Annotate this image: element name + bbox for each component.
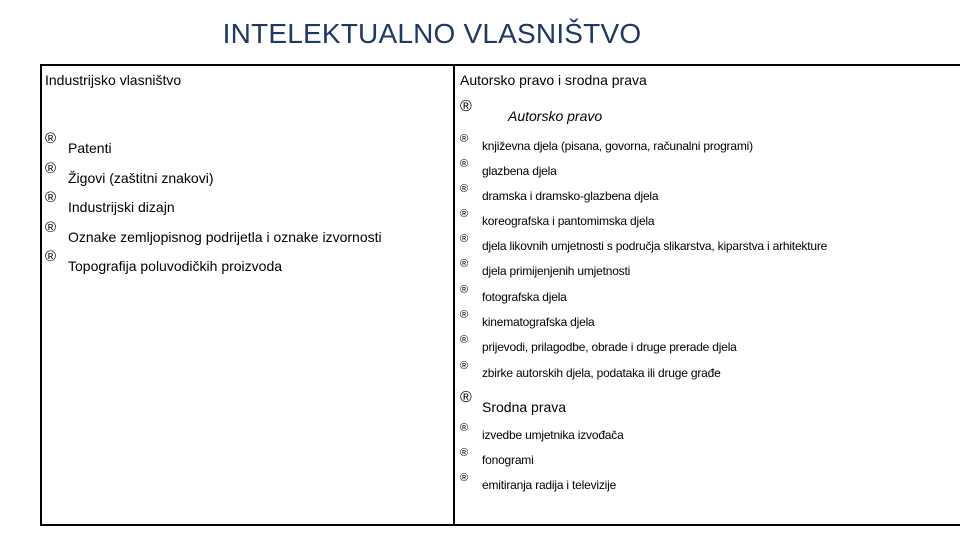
- registered-mark-icon: ®: [460, 233, 469, 245]
- page-title: INTELEKTUALNO VLASNIŠTVO: [222, 18, 642, 49]
- copyright-item-label: kinematografska djela: [482, 315, 595, 329]
- registered-mark-icon: ®: [460, 258, 469, 270]
- related-rights-item-label: emitiranja radija i televizije: [482, 478, 617, 492]
- industrial-property-heading: Industrijsko vlasništvo: [45, 72, 182, 88]
- copyright-item-label: književna djela (pisana, govorna, računalni programi): [482, 139, 753, 153]
- registered-mark-icon: ®: [460, 422, 469, 434]
- registered-mark-icon: ®: [460, 472, 469, 484]
- registered-mark-icon: ®: [460, 447, 469, 459]
- copyright-item-label: fotografska djela: [482, 290, 567, 304]
- left-item-label: Žigovi (zaštitni znakovi): [68, 170, 214, 186]
- registered-mark-icon: ®: [460, 158, 469, 170]
- registered-mark-icon: ®: [460, 360, 469, 372]
- registered-mark-icon: ®: [460, 334, 469, 346]
- registered-mark-icon: ®: [45, 189, 57, 206]
- related-rights-subheading-label: Srodna prava: [482, 399, 567, 415]
- copyright-item-label: zbirke autorskih djela, podataka ili druge građe: [482, 366, 721, 380]
- copyright-item-label: prijevodi, prilagodbe, obrade i druge prerade djela: [482, 340, 737, 354]
- copyright-item-label: glazbena djela: [482, 164, 557, 178]
- registered-mark-icon: ®: [460, 389, 472, 406]
- registered-mark-icon: ®: [460, 309, 469, 321]
- left-item-label: Topografija poluvodičkih proizvoda: [68, 258, 283, 274]
- registered-mark-icon: ®: [460, 284, 469, 296]
- copyright-related-heading: Autorsko pravo i srodna prava: [460, 72, 647, 88]
- left-item-label: Patenti: [68, 140, 112, 156]
- related-rights-item-label: fonogrami: [482, 453, 534, 467]
- registered-mark-icon: ®: [460, 98, 472, 115]
- copyright-item-label: dramska i dramsko-glazbena djela: [482, 189, 659, 203]
- registered-mark-icon: ®: [460, 133, 469, 145]
- registered-mark-icon: ®: [45, 130, 57, 147]
- registered-mark-icon: ®: [460, 208, 469, 220]
- column-divider: [453, 64, 455, 526]
- copyright-subheading-label: Autorsko pravo: [508, 108, 603, 124]
- registered-mark-icon: ®: [460, 183, 469, 195]
- registered-mark-icon: ®: [45, 219, 57, 236]
- registered-mark-icon: ®: [45, 248, 57, 265]
- registered-mark-icon: ®: [45, 160, 57, 177]
- copyright-item-label: djela likovnih umjetnosti s područja slikarstva, kiparstva i arhitekture: [482, 239, 828, 253]
- related-rights-item-label: izvedbe umjetnika izvođača: [482, 428, 624, 442]
- copyright-item-label: koreografska i pantomimska djela: [482, 214, 655, 228]
- copyright-item-label: djela primijenjenih umjetnosti: [482, 264, 631, 278]
- left-item-label: Oznake zemljopisnog podrijetla i oznake izvornosti: [68, 229, 382, 245]
- left-item-label: Industrijski dizajn: [68, 199, 175, 215]
